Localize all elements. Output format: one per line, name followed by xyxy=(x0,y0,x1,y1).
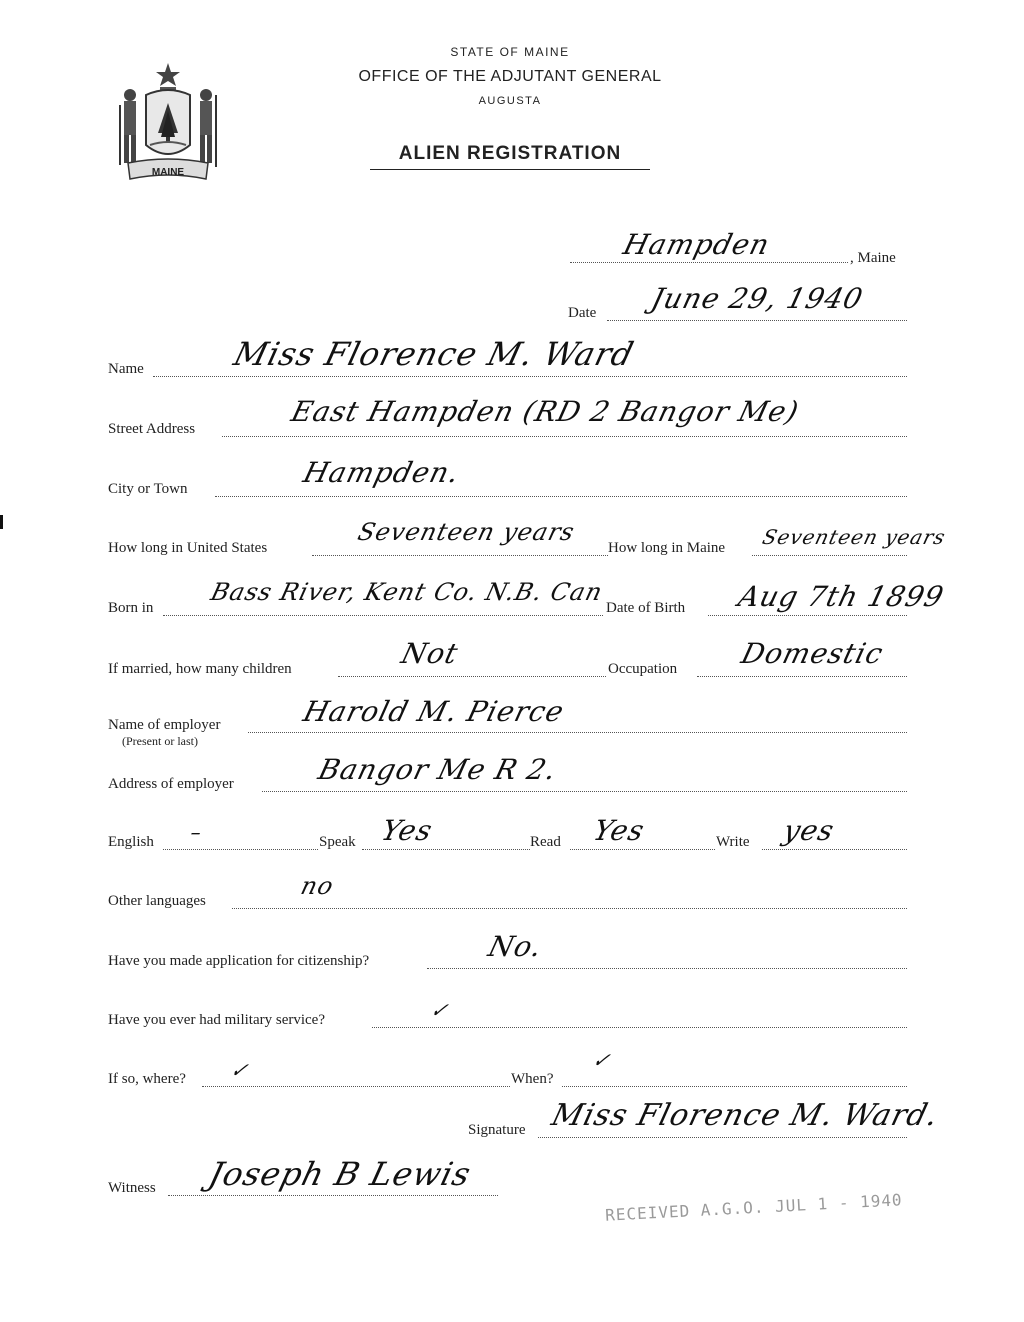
other-languages-label: Other languages xyxy=(108,893,206,909)
name-label: Name xyxy=(108,361,144,377)
where-line xyxy=(202,1086,510,1087)
employer-value: Harold M. Pierce xyxy=(300,695,568,728)
when-line xyxy=(562,1086,907,1087)
military-line xyxy=(372,1027,907,1028)
maine-label: How long in Maine xyxy=(608,540,726,556)
dob-label: Date of Birth xyxy=(606,600,686,616)
street-label: Street Address xyxy=(108,421,196,437)
dob-line xyxy=(708,615,907,616)
english-line xyxy=(163,849,318,850)
town-line xyxy=(570,262,848,263)
born-value: Bass River, Kent Co. N.B. Can xyxy=(208,578,606,606)
signature-line xyxy=(538,1137,907,1138)
english-value: – xyxy=(188,820,205,844)
employer-label: Name of employer xyxy=(108,717,221,733)
city-line xyxy=(215,496,907,497)
header-state: STATE OF MAINE xyxy=(450,45,570,59)
read-line xyxy=(570,849,715,850)
employer-address-label: Address of employer xyxy=(108,776,234,792)
title-underline xyxy=(370,169,650,170)
town-value: Hampden xyxy=(620,228,774,261)
citizenship-line xyxy=(427,968,907,969)
state-seal-icon xyxy=(108,55,228,190)
english-label: English xyxy=(108,834,154,850)
date-value: June 29, 1940 xyxy=(648,282,867,315)
maine-value: Seventeen years xyxy=(760,525,949,549)
other-languages-line xyxy=(232,908,907,909)
read-label: Read xyxy=(530,834,561,850)
header-office: OFFICE OF THE ADJUTANT GENERAL xyxy=(358,68,662,85)
when-value: ✓ xyxy=(590,1048,614,1072)
speak-label: Speak xyxy=(319,834,356,850)
maine-line xyxy=(752,555,907,556)
occupation-line xyxy=(697,676,907,677)
city-label: City or Town xyxy=(108,481,188,497)
occupation-label: Occupation xyxy=(608,661,678,677)
city-value: Hampden. xyxy=(300,456,464,489)
military-label: Have you ever had military service? xyxy=(108,1012,325,1028)
born-line xyxy=(163,615,603,616)
signature-value: Miss Florence M. Ward. xyxy=(548,1098,943,1133)
employer-address-value: Bangor Me R 2. xyxy=(315,753,561,786)
write-line xyxy=(762,849,907,850)
other-languages-value: no xyxy=(298,872,337,900)
maine-suffix: , Maine xyxy=(850,250,896,266)
date-line xyxy=(607,320,907,321)
citizenship-label: Have you made application for citizenship? xyxy=(108,953,370,969)
write-value: yes xyxy=(780,814,838,847)
occupation-value: Domestic xyxy=(738,637,887,670)
witness-label: Witness xyxy=(108,1180,156,1196)
children-value: Not xyxy=(398,637,462,670)
employer-address-line xyxy=(262,791,907,792)
street-value: East Hampden (RD 2 Bangor Me) xyxy=(288,395,803,428)
children-label: If married, how many children xyxy=(108,661,292,677)
children-line xyxy=(338,676,606,677)
when-label: When? xyxy=(511,1071,554,1087)
where-label: If so, where? xyxy=(108,1071,186,1087)
us-label: How long in United States xyxy=(108,540,268,556)
where-value: ✓ xyxy=(228,1058,252,1082)
name-value: Miss Florence M. Ward xyxy=(230,335,639,373)
street-line xyxy=(222,436,907,437)
scan-edge-mark xyxy=(0,515,3,529)
citizenship-value: No. xyxy=(485,930,546,963)
form-title: ALIEN REGISTRATION xyxy=(398,143,622,164)
employer-line xyxy=(248,732,907,733)
write-label: Write xyxy=(716,834,750,850)
dob-value: Aug 7th 1899 xyxy=(735,580,948,613)
received-stamp: RECEIVED A.G.O. JUL 1 - 1940 xyxy=(604,1190,904,1225)
read-value: Yes xyxy=(590,814,649,847)
military-value: ✓ xyxy=(428,998,452,1022)
us-line xyxy=(312,555,608,556)
witness-value: Joseph B Lewis xyxy=(205,1155,476,1193)
seal-banner-text: MAINE xyxy=(151,167,185,178)
witness-line xyxy=(168,1195,498,1196)
header-city: AUGUSTA xyxy=(478,95,542,107)
speak-line xyxy=(362,849,530,850)
date-label: Date xyxy=(568,305,597,321)
name-line xyxy=(153,376,907,377)
signature-label: Signature xyxy=(468,1122,526,1138)
speak-value: Yes xyxy=(378,814,437,847)
born-label: Born in xyxy=(108,600,154,616)
us-value: Seventeen years xyxy=(355,518,578,546)
employer-sublabel: (Present or last) xyxy=(122,734,198,748)
